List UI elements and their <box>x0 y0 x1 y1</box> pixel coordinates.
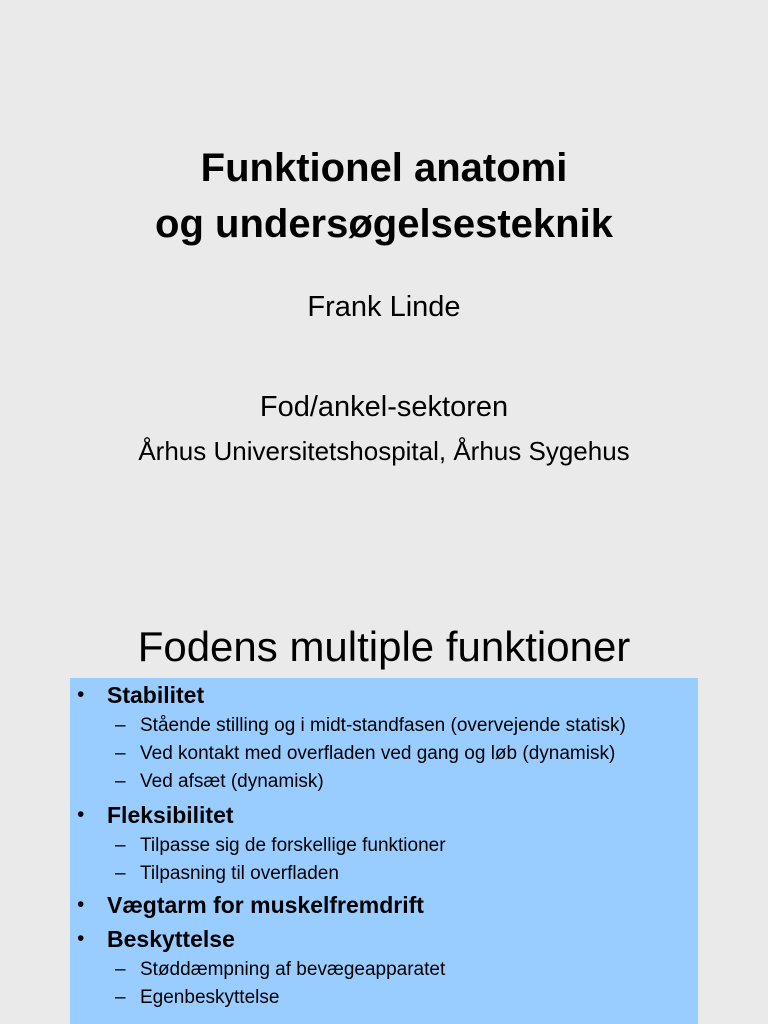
sub-item-text: Tilpasning til overfladen <box>140 863 339 884</box>
bullet-icon: • <box>77 803 85 826</box>
title-line-2: og undersøgelsesteknik <box>155 202 613 246</box>
bullet-label: Beskyttelse <box>107 926 235 952</box>
dash-icon: – <box>115 715 126 736</box>
dash-icon: – <box>115 863 126 884</box>
slide-title: Fodens multiple funktioner <box>137 623 631 670</box>
bullet-icon: • <box>77 893 85 916</box>
bullet-label: Stabilitet <box>107 682 205 708</box>
dash-icon: – <box>115 959 126 980</box>
dash-icon: – <box>115 987 126 1008</box>
title-line-1: Funktionel anatomi <box>200 146 568 190</box>
sub-item-text: Tilpasse sig de forskellige funktioner <box>140 835 446 856</box>
bullet-icon: • <box>77 927 85 950</box>
sub-item-text: Stående stilling og i midt-standfasen (overvejende statisk) <box>140 715 626 736</box>
bullet-label: Vægtarm for muskelfremdrift <box>107 892 424 918</box>
hospital: Århus Universitetshospital, Århus Sygehus <box>138 436 630 466</box>
sub-item-text: Egenbeskyttelse <box>140 987 280 1008</box>
bullet-label: Fleksibilitet <box>107 802 234 828</box>
sub-item-text: Ved kontakt med overfladen ved gang og løb (dynamisk) <box>140 743 616 764</box>
bullet-box <box>70 678 698 1024</box>
dash-icon: – <box>115 835 126 856</box>
author-name: Frank Linde <box>307 291 461 323</box>
sub-item-text: Ved afsæt (dynamisk) <box>140 771 324 792</box>
dash-icon: – <box>115 743 126 764</box>
bullet-icon: • <box>77 683 85 706</box>
department: Fod/ankel-sektoren <box>259 391 509 423</box>
dash-icon: – <box>115 771 126 792</box>
sub-item-text: Støddæmpning af bevægeapparatet <box>140 959 446 980</box>
